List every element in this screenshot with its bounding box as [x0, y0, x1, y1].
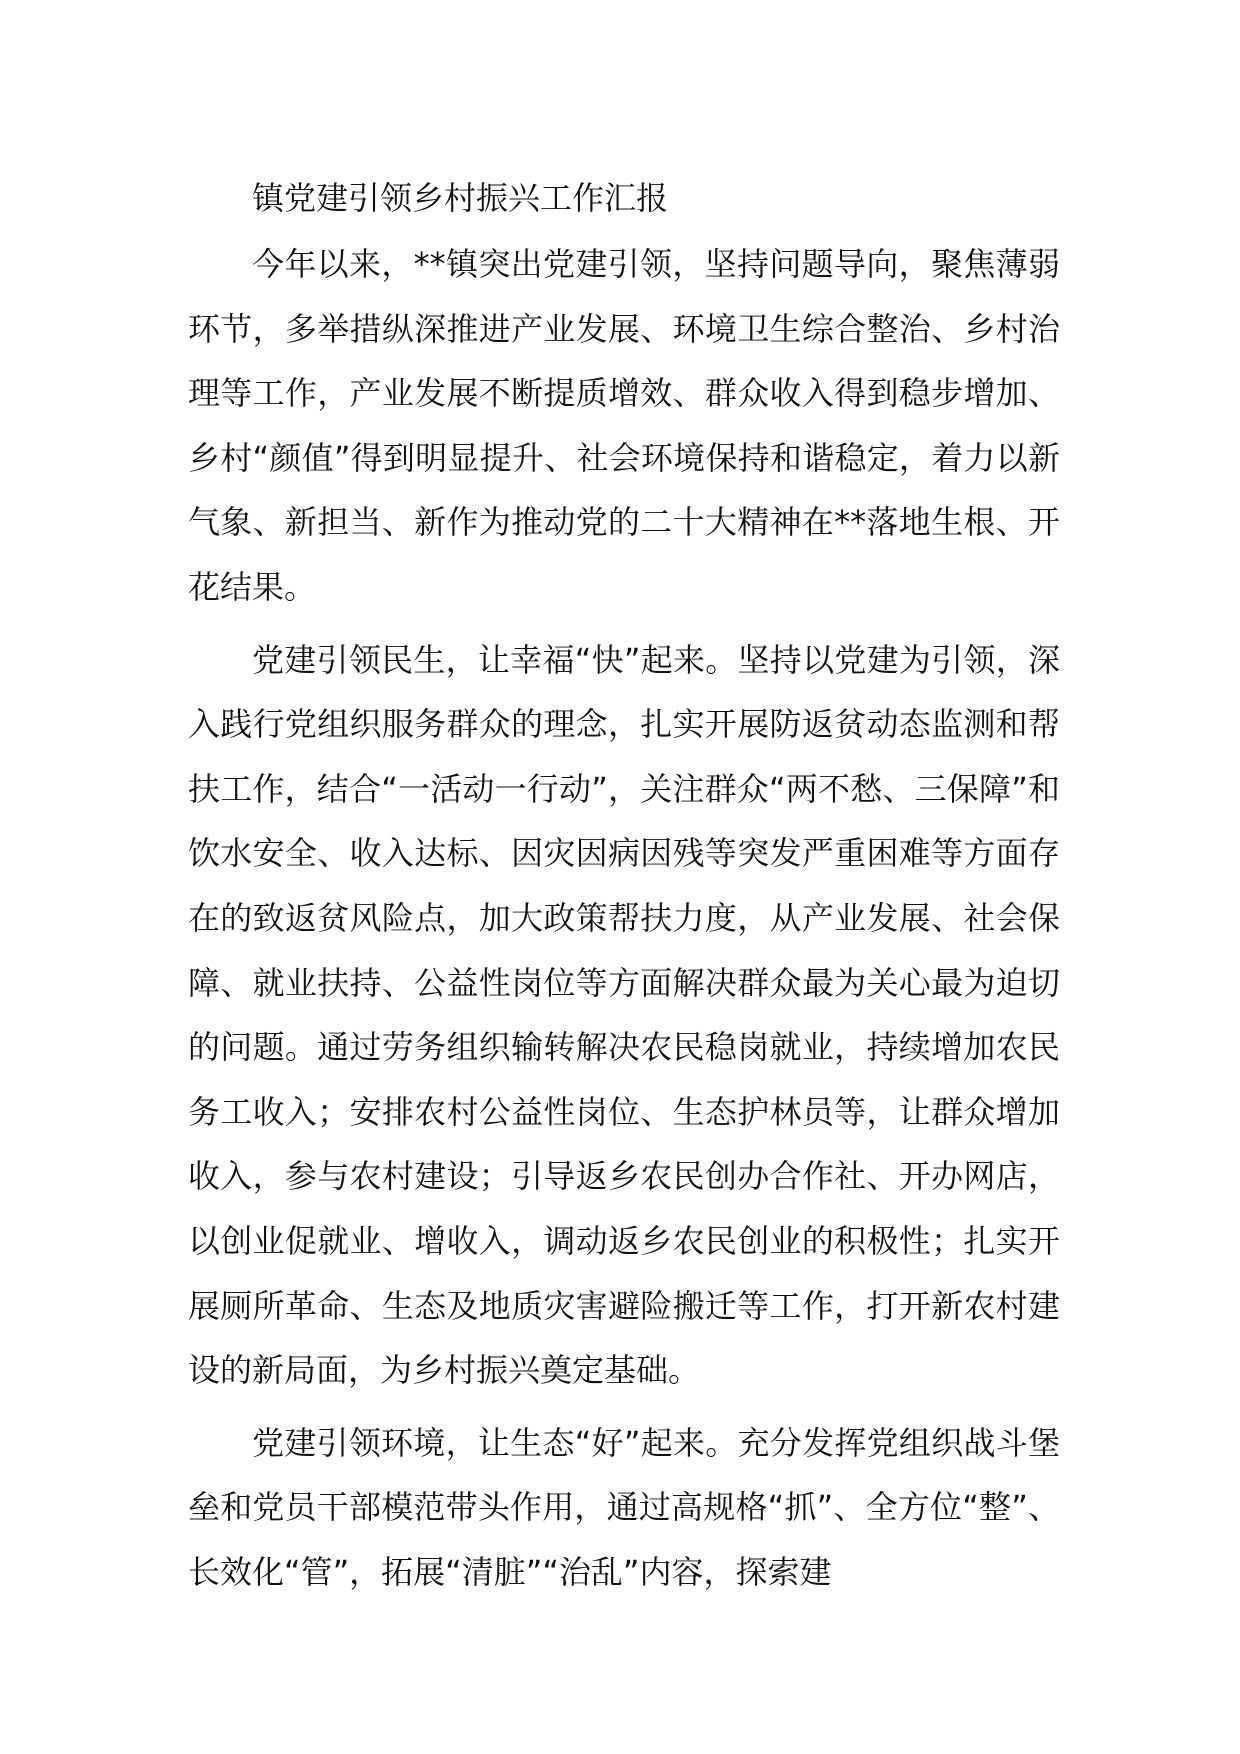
paragraph-livelihood: 党建引领民生，让幸福“快”起来。坚持以党建为引领，深入践行党组织服务群众的理念，扎实开展防返贫动态监测和帮扶工作，结合“一活动一行动”，关注群众“两不愁、三保障”和饮水安全、收入达标、因灾因病因残等突发严重困难等方面存在的致返贫风险点，加大政策帮扶力度，从产业发展、社会保障、就业扶持、公益性岗位等方面解决群众最为关心最为迫切的问题。通过劳务组织输转解决农民稳岗就业，持续增加农民务工收入；安排农村公益性岗位、生态护林员等，让群众增加收入，参与农村建设；引导返乡农民创办合作社、开办网店，以创业促就业、增收入，调动返乡农民创业的积极性；扎实开展厕所革命、生态及地质灾害避险搬迁等工作，打开新农村建设的新局面，为乡村振兴奠定基础。 — [188, 640, 1060, 1390]
document-body — [188, 170, 1060, 1612]
document-title: 镇党建引领乡村振兴工作汇报 — [252, 179, 669, 217]
paragraph-environment: 党建引领环境，让生态“好”起来。充分发挥党组织战斗堡垒和党员干部模范带头作用，通过高规格“抓”、全方位“整”、长效化“管”，拓展“清脏”“治乱”内容，探索建 — [188, 1423, 1060, 1591]
paragraph-intro: 今年以来，**镇突出党建引领，坚持问题导向，聚焦薄弱环节，多举措纵深推进产业发展、环境卫生综合整治、乡村治理等工作，产业发展不断提质增效、群众收入得到稳步增加、乡村“颜值”得到明显提升、社会环境保持和谐稳定，着力以新气象、新担当、新作为推动党的二十大精神在**落地生根、开花结果。 — [188, 245, 1060, 606]
